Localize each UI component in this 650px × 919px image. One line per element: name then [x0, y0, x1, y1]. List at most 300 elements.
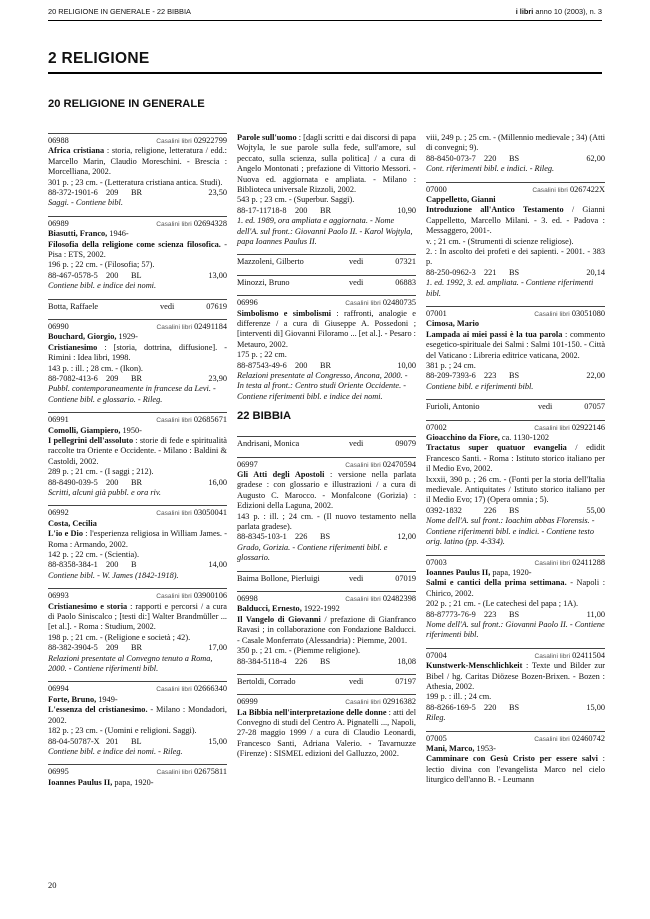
- dewey-code: 226: [484, 505, 497, 515]
- entry-physical: 301 p. ; 23 cm. - (Letteratura cristiana antica. Studi).: [48, 177, 223, 187]
- dewey-code: 209: [106, 188, 119, 198]
- entry-title: Camminare con Gesù Cristo per essere salvi: [426, 754, 598, 764]
- cross-reference: [426, 399, 605, 412]
- isbn: 88-17-11718-8: [237, 205, 287, 215]
- entry-header: [48, 764, 227, 777]
- running-head-right: [516, 7, 602, 16]
- publisher-tag: Casalini libri: [534, 311, 570, 319]
- entry-imprint: : storia, religione, letteratura / edd.: Marcello Marin, Claudio Moreschini. - Brescia : Morcelliana, 2002.: [48, 146, 227, 177]
- entry-imprint: : rapporti e percorsi / a cura di Paolo Siniscalco ; [testi di:] Walter Brandmüller ... [et al.]. - Roma : Studium, 2002.: [48, 601, 227, 632]
- dewey-code: 209: [106, 643, 119, 653]
- entry-06999-continued: [426, 133, 605, 175]
- entry-physical: 143 p. : ill. ; 24 cm. - (Il nuovo testamento nella parlata gradese).: [237, 511, 416, 532]
- entry-physical: 350 p. ; 21 cm. - (Piemme religione).: [237, 646, 361, 656]
- entry-note: Nome dell'A. sul front.: Giovanni Paolo II. - Contiene riferimenti bibl.: [426, 619, 605, 640]
- entry-tail: [48, 643, 227, 653]
- publisher-tag: Casalini libri: [156, 510, 192, 518]
- isbn: 88-467-0578-5: [48, 270, 98, 280]
- entry-tail: [237, 532, 416, 542]
- price: 16,00: [208, 477, 227, 487]
- xref-number: 07057: [584, 402, 605, 412]
- entry-ref: [156, 219, 227, 230]
- dewey-code: 220: [484, 702, 497, 712]
- entry-06998: [237, 591, 416, 667]
- entry-ref: [156, 508, 227, 519]
- entry-imprint: : [dagli scritti e dai discorsi di papa Wojtyla, le sue parole sulla fede, sull'amore, sul peccato, sulla scienza, sulla politica] / a cura di Angelo Montonati ; prefazione di Vittorio Messori. - Nuova ed. aggiornata e ampliata. - Milano : Biblioteca universale Rizzoli, 2002.: [237, 133, 416, 195]
- ref-code: 02922799: [193, 136, 227, 145]
- cross-reference: [237, 674, 416, 687]
- dewey-code: 223: [484, 609, 497, 619]
- entry-volume: 2. : In ascolto dei profeti e dei sapienti. - 2001. - 383 p.: [426, 247, 605, 267]
- xref-vedi: vedi: [349, 676, 364, 686]
- entry-06994: [48, 681, 227, 757]
- entry-header: [426, 306, 605, 319]
- entry-author-line: [48, 229, 227, 239]
- entry-note: Contiene bibl. e indice dei nomi. - Rileg.: [48, 746, 183, 756]
- entry-author: Mani, Marco,: [426, 743, 475, 753]
- entry-author-dates: papa, 1920-: [490, 567, 532, 577]
- entry-06995: [48, 764, 227, 788]
- entry-number: 06993: [48, 591, 69, 601]
- entry-title: L'io e Dio: [48, 529, 83, 539]
- entry-author-line: [426, 568, 605, 578]
- entry-author-line: [48, 695, 227, 705]
- entry-ref: [534, 423, 605, 434]
- entry-title: I pellegrini dell'assoluto: [48, 436, 134, 446]
- binding-type: BS: [509, 505, 520, 515]
- entry-06995-continued: [237, 133, 416, 247]
- entry-imprint: : l'esperienza religiosa in William James. - Roma : Armando, 2002.: [48, 529, 227, 549]
- column-2: [237, 133, 416, 767]
- isbn: 88-372-1901-6: [48, 188, 98, 198]
- running-head-left: 20 RELIGIONE IN GENERALE - 22 BIBBIA: [48, 7, 191, 16]
- publisher-tag: Casalini libri: [156, 324, 193, 332]
- entry-tail: [48, 478, 227, 488]
- entry-body: [426, 443, 605, 474]
- entry-header: [237, 694, 416, 707]
- publisher-tag: Casalini libri: [156, 417, 192, 425]
- entry-header: [237, 457, 416, 470]
- xref-vedi: vedi: [349, 439, 364, 449]
- xref-name: Minozzi, Bruno: [237, 277, 290, 287]
- price: 10,90: [397, 205, 416, 215]
- binding-type: BR: [131, 477, 143, 487]
- publisher-tag: Casalini libri: [534, 559, 571, 567]
- cross-reference: [237, 275, 416, 288]
- publisher-tag: Casalini libri: [156, 593, 192, 601]
- ref-code: 02666340: [193, 684, 227, 694]
- entry-body: [237, 133, 416, 195]
- entry-number: 06992: [48, 508, 69, 518]
- entry-07005: [426, 731, 605, 786]
- price: 23,90: [208, 374, 227, 384]
- entry-number: 07003: [426, 557, 447, 567]
- ref-code: 02411504: [572, 650, 605, 660]
- entry-tail: [237, 361, 416, 371]
- entry-number: 06991: [48, 415, 69, 425]
- dewey-code: 201: [106, 736, 119, 746]
- dewey-code: 221: [484, 267, 497, 277]
- binding-type: BR: [131, 374, 143, 384]
- entry-header: [237, 295, 416, 308]
- xref-vedi: vedi: [349, 257, 364, 267]
- entry-body: [237, 615, 416, 646]
- entry-title: Lampada ai miei passi è la tua parola: [426, 329, 563, 339]
- entry-tail: [48, 374, 227, 384]
- ref-code: 0267422X: [569, 184, 605, 194]
- xref-number: 07321: [395, 257, 416, 267]
- entry-header: [48, 319, 227, 332]
- price: 18,08: [397, 656, 416, 666]
- publisher-tag: Casalini libri: [156, 138, 192, 145]
- entry-title: Cristianesimo e storia: [48, 601, 128, 611]
- binding-type: BL: [131, 736, 142, 746]
- entry-tail: [426, 154, 605, 164]
- entry-note: Saggi. - Contiene bibl.: [48, 198, 123, 208]
- entry-note: Grado, Gorizia. - Contiene riferimenti bibl. e glossario.: [237, 542, 388, 563]
- entry-ref: [345, 594, 416, 605]
- entry-body: [48, 705, 227, 726]
- entry-body: [426, 205, 605, 236]
- entry-header: [426, 555, 605, 568]
- chapter-rule: [48, 72, 602, 74]
- entry-author-dates: 1929-: [116, 332, 138, 342]
- entry-author: Africa cristiana: [48, 146, 105, 156]
- entry-title: Salmi e cantici della prima settimana.: [426, 578, 567, 588]
- entry-note: Rileg.: [426, 713, 446, 723]
- xref-name: Botta, Raffaele: [48, 301, 99, 311]
- entry-header: [48, 216, 227, 229]
- entry-physical: lxxxii, 390 p. ; 26 cm. - (Fonti per la storia dell'Italia medievale. Antiquitates / Istituto storico italiano per il Medio Evo; 17) (Opera omnia ; 5).: [426, 474, 605, 505]
- entry-title: L'essenza del cristianesimo.: [48, 705, 148, 715]
- ref-code: 03051080: [571, 309, 605, 319]
- entry-06988: [48, 133, 227, 209]
- entry-header: [426, 182, 605, 195]
- entry-header: [426, 420, 605, 433]
- entry-06992: [48, 505, 227, 581]
- entry-body: [237, 470, 416, 512]
- dewey-code: 200: [106, 560, 119, 570]
- price: 12,00: [397, 532, 416, 542]
- dewey-code: 200: [106, 270, 119, 280]
- xref-number: 09079: [395, 439, 416, 449]
- cross-reference: [237, 436, 416, 449]
- entry-title: Filosofia della religione come scienza filosofica.: [48, 239, 221, 249]
- entry-author-line: [237, 604, 416, 614]
- entry-physical: 196 p. ; 22 cm. - (Filosofia; 57).: [48, 260, 155, 270]
- column-3: [426, 133, 605, 793]
- entry-imprint: - Napoli : Chirico, 2002.: [426, 578, 605, 598]
- price: 15,00: [586, 702, 605, 712]
- ref-code: 02460742: [571, 733, 605, 743]
- ref-code: 03900106: [193, 591, 227, 601]
- entry-note: Contiene bibl. e riferimenti bibl.: [426, 381, 534, 391]
- entry-author: Ioannes Paulus II,: [48, 777, 113, 787]
- price: 10,00: [397, 360, 416, 370]
- entry-note: Contiene bibl. - W. James (1842-1918).: [48, 570, 179, 580]
- isbn: 88-8358-384-1: [48, 560, 98, 570]
- section-title: 20 RELIGIONE IN GENERALE: [48, 98, 205, 110]
- entry-ref: [532, 185, 605, 196]
- entry-body: [48, 240, 227, 261]
- entry-07001: [426, 306, 605, 392]
- dewey-code: 226: [295, 532, 308, 542]
- journal-issue: anno 10 (2003), n. 3: [533, 7, 602, 16]
- xref-name: Furioli, Antonio: [426, 402, 480, 412]
- entry-body: [48, 436, 227, 467]
- entry-tail: [237, 206, 416, 216]
- entry-ref: [345, 460, 416, 471]
- entry-author-dates: 1953-: [474, 743, 496, 753]
- entry-title: Il Vangelo di Giovanni: [237, 614, 321, 624]
- dewey-code: 200: [106, 477, 119, 487]
- binding-type: B: [131, 560, 137, 570]
- xref-name: Baima Bollone, Pierluigi: [237, 573, 320, 583]
- page-number: 20: [48, 880, 57, 890]
- entry-06997: [237, 457, 416, 564]
- entry-number: 06994: [48, 684, 69, 694]
- entry-author: Bouchard, Giorgio,: [48, 332, 117, 342]
- entry-author-line: [48, 332, 227, 342]
- entry-number: 06995: [48, 767, 69, 777]
- entry-author: Costa, Cecilia: [48, 518, 97, 528]
- entry-note: Nome dell'A. sul front.: Ioachim abbas Florensis. - Contiene riferimenti bibl. e indici. - Contiene testo orig. latino (pp. 4-334).: [426, 516, 595, 547]
- entry-imprint: / Gianni Cappelletto, Marcello Milani. - 3. ed. - Padova : Messaggero, 2001-.: [426, 205, 605, 236]
- entry-number: 06997: [237, 459, 258, 469]
- xref-vedi: vedi: [349, 573, 364, 583]
- entry-tail: [426, 506, 605, 516]
- entry-header: [426, 731, 605, 744]
- entry-imprint: / edidit Francesco Santi. - Roma : Istituto storico italiano per il Medio Evo, 2002.: [426, 443, 605, 474]
- entry-note: Cont. riferimenti bibl. e indici. - Rileg.: [426, 164, 555, 174]
- entry-number: 07000: [426, 184, 447, 194]
- entry-ref: [534, 558, 605, 569]
- entry-physical: 543 p. ; 23 cm. - (Superbur. Saggi).: [237, 195, 355, 205]
- entry-tail: [48, 560, 227, 570]
- binding-type: BR: [131, 188, 143, 198]
- entry-physical: 199 p. : ill. ; 24 cm.: [426, 692, 492, 702]
- entry-author-line: [426, 319, 605, 329]
- dewey-code: 226: [295, 656, 308, 666]
- entry-body: [48, 602, 227, 633]
- entry-imprint: : Texte und Bilder zur Bibel / hg. Caritas Diözese Bozen-Brixen. - Bozen : Athesia, 2002.: [426, 661, 605, 691]
- entry-author-line: [426, 433, 605, 443]
- publisher-tag: Casalini libri: [345, 699, 381, 707]
- entry-author: Biasutti, Franco,: [48, 229, 108, 239]
- binding-type: BS: [320, 656, 331, 666]
- isbn: 88-8266-169-5: [426, 702, 476, 712]
- isbn: 88-384-5118-4: [237, 656, 287, 666]
- entry-author-dates: ca. 1130-1202: [499, 433, 550, 443]
- entry-number: 06989: [48, 218, 69, 228]
- ref-code: 02675811: [194, 767, 227, 777]
- entry-06999: [237, 694, 416, 759]
- entry-note: Relazioni presentate al Congresso, Ancona, 2000. - In testa al front.: Centro studi Oriente Occidente. - Contiene riferimenti bibl. e indice dei nomi.: [237, 371, 408, 401]
- entry-06993: [48, 588, 227, 674]
- xref-vedi: vedi: [160, 301, 175, 311]
- ref-code: 02694328: [193, 218, 227, 228]
- cross-reference: [237, 571, 416, 584]
- entry-ref: [534, 651, 605, 662]
- entry-note: 1. ed. 1989, ora ampliata e aggiornata. - Nome dell'A. sul front.: Giovanni Paolo II. - Karol Wojtyla, papa Ioannes Paulus II.: [237, 216, 413, 247]
- entry-07004: [426, 648, 605, 724]
- entry-physical: 202 p. ; 21 cm. - (Le catechesi del papa ; 1A).: [426, 599, 579, 609]
- entry-title: Parole sull'uomo: [237, 133, 297, 142]
- entry-body: [426, 578, 605, 599]
- price: 17,00: [208, 643, 227, 653]
- entry-header: [237, 591, 416, 604]
- entry-author: Ioannes Paulus II,: [426, 567, 491, 577]
- entry-tail: [48, 271, 227, 281]
- binding-type: BS: [509, 702, 520, 712]
- price: 22,00: [586, 371, 605, 381]
- entry-number: 06996: [237, 298, 258, 308]
- entry-header: [48, 133, 227, 146]
- binding-type: BS: [509, 609, 520, 619]
- entry-ref: [345, 298, 416, 309]
- entry-body: [48, 146, 227, 177]
- publisher-tag: Casalini libri: [345, 461, 381, 469]
- binding-type: BS: [320, 532, 331, 542]
- entry-imprint: : [storia, dottrina, diffusione]. - Rimini : Idea libri, 1998.: [48, 342, 227, 363]
- entry-number: 06990: [48, 322, 69, 332]
- entry-ref: [156, 322, 227, 333]
- entry-07000: [426, 182, 605, 299]
- entry-06989: [48, 216, 227, 292]
- entry-note: Pubbl. contemporaneamente in francese da Levi. - Contiene bibl. e glossario. - Rileg.: [48, 384, 216, 404]
- entry-imprint: : commento esegetico-spirituale dei Salmi : Salmi 101-150. - Città del Vaticano : Libreria editrice vaticana, 2002.: [426, 329, 605, 360]
- price: 23,50: [208, 188, 227, 198]
- entry-author: Balducci, Ernesto,: [237, 604, 302, 614]
- entry-physical: 182 p. ; 23 cm. - (Uomini e religioni. Saggi).: [48, 726, 197, 736]
- entry-number: 07002: [426, 422, 447, 432]
- publisher-tag: Casalini libri: [534, 424, 570, 432]
- ref-code: 02411288: [572, 557, 605, 567]
- dewey-code: 200: [295, 360, 308, 370]
- ref-code: 02685671: [193, 415, 227, 425]
- price: 15,00: [208, 736, 227, 746]
- entry-number: 06988: [48, 136, 69, 145]
- entry-06991: [48, 412, 227, 498]
- entry-ref: [534, 734, 605, 745]
- entry-body: [237, 309, 416, 351]
- entry-imprint: - Pisa : ETS, 2002.: [48, 239, 227, 260]
- entry-author-dates: papa, 1920-: [112, 777, 154, 787]
- publisher-tag: Casalini libri: [156, 220, 192, 228]
- xref-name: Mazzoleni, Gilberto: [237, 257, 304, 267]
- price: 11,00: [586, 609, 605, 619]
- isbn: 88-7082-413-6: [48, 374, 98, 384]
- entry-title: Gli Atti degli Apostoli: [237, 470, 325, 480]
- entry-tail: [426, 268, 605, 278]
- entry-physical: v. ; 21 cm. - (Strumenti di scienze religiose).: [426, 236, 574, 246]
- binding-type: BR: [131, 643, 143, 653]
- entry-ref: [534, 309, 605, 320]
- entry-ref: [156, 591, 227, 602]
- entry-07003: [426, 555, 605, 641]
- xref-name: Andrisani, Monica: [237, 439, 300, 449]
- entry-number: 06998: [237, 594, 258, 604]
- entry-note: Scritti, alcuni già pubbl. e ora riv.: [48, 488, 161, 498]
- entry-title: Introduzione all'Antico Testamento: [426, 205, 564, 215]
- entry-ref: [156, 684, 227, 695]
- entry-author-line: [426, 195, 605, 205]
- entry-title: Kunstwerk-Menschlichkeit: [426, 661, 523, 671]
- entry-imprint: : storie di fede e spiritualità raccolte tra Oriente e Occidente. - Milano : Baldini & Castoldi, 2002.: [48, 436, 227, 466]
- xref-number: 07197: [395, 676, 416, 686]
- entry-title: Simbolismo e simbolismi: [237, 308, 332, 318]
- dewey-code: 200: [295, 205, 308, 215]
- price: 62,00: [586, 153, 605, 163]
- entry-06990: [48, 319, 227, 405]
- publisher-tag: Casalini libri: [532, 186, 568, 194]
- ref-code: 03050041: [193, 508, 227, 518]
- running-head: [48, 7, 602, 21]
- xref-vedi: vedi: [349, 277, 364, 287]
- dewey-code: 223: [484, 371, 497, 381]
- entry-author: Cappelletto, Gianni: [426, 195, 496, 204]
- price: 55,00: [586, 505, 605, 515]
- entry-body: [237, 708, 416, 760]
- xref-name: Bertoldi, Corrado: [237, 676, 296, 686]
- xref-vedi: vedi: [538, 402, 553, 412]
- entry-physical: 381 p. ; 24 cm.: [426, 361, 476, 371]
- entry-author: Forte, Bruno,: [48, 694, 97, 704]
- xref-number: 07619: [206, 301, 227, 311]
- price: 13,00: [208, 270, 227, 280]
- xref-number: 06883: [395, 277, 416, 287]
- journal-name: i libri: [515, 7, 534, 16]
- entry-author-line: [48, 519, 227, 529]
- publisher-tag: Casalini libri: [534, 735, 570, 743]
- entry-physical: 142 p. ; 22 cm. - (Scientia).: [48, 550, 140, 560]
- publisher-tag: Casalini libri: [345, 300, 381, 308]
- isbn: 88-04-50787-X: [48, 736, 100, 746]
- entry-body: [48, 343, 227, 364]
- entry-author-dates: 1922-1992: [301, 604, 340, 614]
- entry-number: 07005: [426, 733, 447, 743]
- ref-code: 02922146: [571, 422, 605, 432]
- entry-tail: [48, 188, 227, 198]
- entry-author: Comolli, Giampiero,: [48, 425, 121, 435]
- ref-code: 02482398: [382, 594, 416, 604]
- publisher-tag: Casalini libri: [156, 769, 193, 777]
- price: 14,00: [208, 560, 227, 570]
- entry-imprint: : versione nella parlata gradese : con glossario e illustrazioni / a cura di Augusto C. Marocco. - Monfalcone (Gorizia) : Edizioni della Laguna, 2002.: [237, 470, 416, 511]
- entry-header: [48, 505, 227, 518]
- entry-author-line: [48, 426, 227, 436]
- entry-imprint: : atti del Convegno di studi del Centro A. Pignatelli ..., Napoli, 27-28 maggio 1999 / a cura di Claudio Leonardi, Francesco Santi, Adriana Valerio. - Tavarnuzze (Firenze) : SISMEL edizioni del Galluzzo, 2002.: [237, 707, 417, 759]
- entry-07002: [426, 420, 605, 548]
- column-1: [48, 133, 227, 795]
- isbn: 0392-1832: [426, 505, 462, 515]
- entry-note: Relazioni presentate al Convegno tenuto a Roma, 2000. - Contiene riferimenti bibl.: [48, 653, 213, 674]
- entry-note: 1. ed. 1992, 3. ed. ampliata. - Contiene riferimenti bibl.: [426, 278, 594, 298]
- entry-author: Cimosa, Mario: [426, 319, 479, 329]
- isbn: 88-87543-49-6: [237, 360, 287, 370]
- binding-type: BS: [509, 153, 520, 163]
- binding-type: BS: [509, 371, 520, 381]
- entry-number: 06999: [237, 697, 258, 707]
- entry-header: [48, 681, 227, 694]
- entry-physical: 175 p. ; 22 cm.: [237, 350, 287, 360]
- ref-code: 02491184: [194, 322, 227, 332]
- binding-type: BS: [509, 267, 520, 277]
- entry-title: Tractatus super quatuor evangelia: [426, 443, 567, 453]
- binding-type: BL: [131, 270, 142, 280]
- isbn: 88-8490-039-5: [48, 477, 98, 487]
- isbn: 88-382-3904-5: [48, 643, 98, 653]
